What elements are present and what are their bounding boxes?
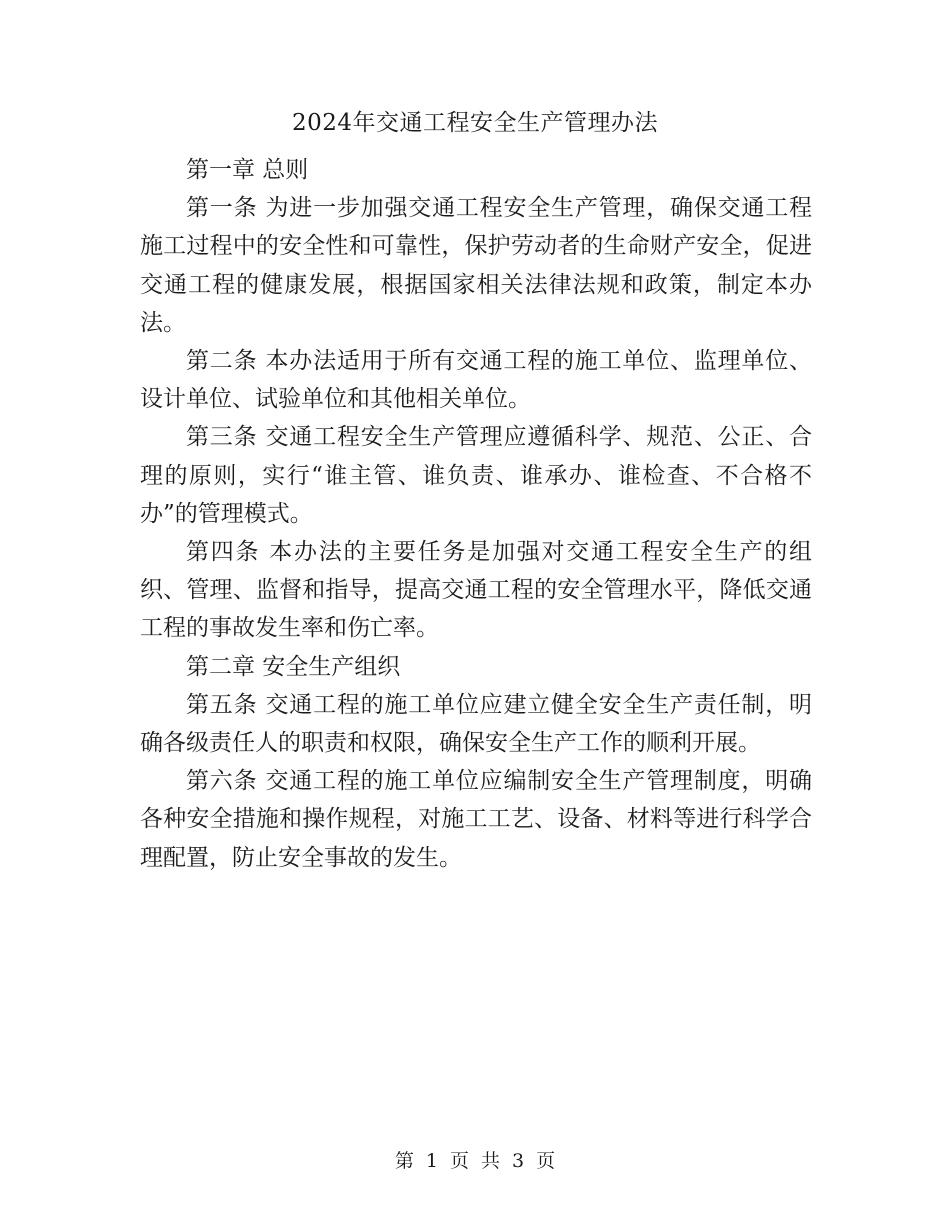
chapter-heading: 第一章 总则 bbox=[186, 157, 309, 183]
chapter-heading: 第二章 安全生产组织 bbox=[186, 653, 401, 680]
article-paragraph: 第六条 交通工程的施工单位应编制安全生产管理制度，明确各种安全措施和操作规程，对施工工艺、设备、材料等进行科学合理配置，防止安全事故的发生。 bbox=[140, 768, 812, 871]
article-paragraph: 第三条 交通工程安全生产管理应遵循科学、规范、公正、合理的原则，实行“谁主管、谁负责、谁承办、谁检查、不合格不办”的管理模式。 bbox=[140, 424, 812, 527]
article-paragraph: 第五条 交通工程的施工单位应建立健全安全生产责任制，明确各级责任人的职责和权限，确保安全生产工作的顺利开展。 bbox=[140, 691, 812, 757]
document-title: 2024年交通工程安全生产管理办法 bbox=[291, 110, 659, 136]
document-body bbox=[140, 151, 812, 877]
article-paragraph: 第四条 本办法的主要任务是加强对交通工程安全生产的组织、管理、监督和指导，提高交通工程的安全管理水平，降低交通工程的事故发生率和伤亡率。 bbox=[140, 539, 812, 642]
article-paragraph: 第一条 为进一步加强交通工程安全生产管理，确保交通工程施工过程中的安全性和可靠性，保护劳动者的生命财产安全，促进交通工程的健康发展，根据国家相关法律法规和政策，制定本办法。 bbox=[140, 195, 812, 336]
page-number-footer: 第 1 页 共 3 页 bbox=[394, 1150, 556, 1172]
article-paragraph: 第二条 本办法适用于所有交通工程的施工单位、监理单位、设计单位、试验单位和其他相关单位。 bbox=[140, 348, 812, 413]
